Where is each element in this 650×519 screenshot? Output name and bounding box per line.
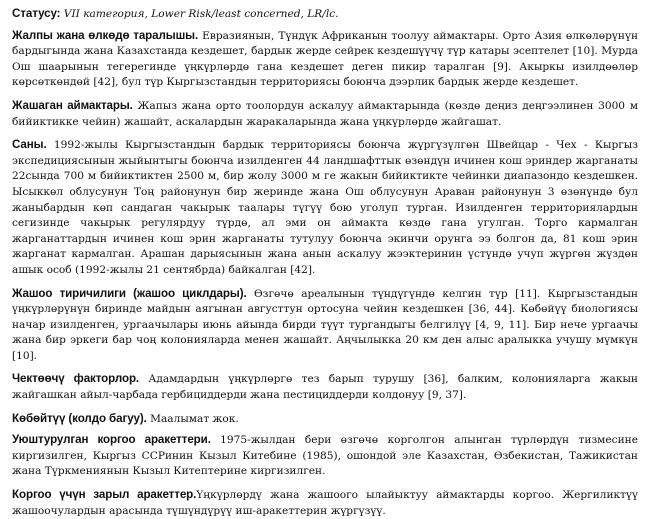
lifecycle-heading: Жашоо тиричилиги (жашоо циклдары). (12, 286, 247, 300)
lifecycle-text: Өзгөчө ареалынын түндүгүндө келгин түр [11]. Кыргызстандын үңкүрлөрүнүн биринде майдын аягынан августтун ортосуна чейин кездешкен [36, 44]. Көбөйүү биологиясы начар изилденген, ургаачылары июнь айында бирди түүт тургандыгы белгилүү [4, 9, 11]. Бир нече ургаачы жана бир эркеги бар чоң колонияларда менен жашайт. Аңчылыкка 20 км ден алыс аралыкка учушу мүмкүн [10]. (12, 287, 638, 362)
limiting-factors-heading: Чектөөчү факторлор. (12, 372, 140, 386)
habitat-heading: Жашаган аймактары. (12, 98, 133, 112)
population-heading: Саны. (12, 138, 47, 152)
habitat-text: Жапыз жана орто тоолордун аскалуу аймактарында (көздө деңиз деңгээлинен 3000 м бийиктикке чейин) жашайт, аскалардын жаракаларында жана үңкүрлөрдө жайгашат. (12, 99, 638, 128)
distribution-heading: Жалпы жана өлкөдө таралышы. (12, 28, 199, 42)
limiting-factors-paragraph (12, 371, 638, 403)
measures-needed-text: Үңкүрлөрдү жана жашоого ылайыктуу аймактарды коргоо. Жергиликтүү жашоочулардын арасында түшүндүрүү иш-аракеттерин жүргүзүү. (12, 489, 638, 517)
breeding-text: Маалымат жок. (146, 412, 239, 425)
limiting-factors-text: Адамдардын үңкүрлөргө тез барып турушу [36], балким, колонияларга жакын жайгашкан айыл-чарбада гербициддерди жана пестициддерди колдонуу [9, 37]. (12, 373, 638, 402)
habitat-paragraph (12, 98, 638, 130)
status-text: VII категория, Lower Risk/least concerned, LR/lc. (60, 8, 339, 20)
breeding-heading: Көбөйтүү (колдо багуу). (12, 411, 147, 425)
measures-taken-heading: Уюштурулган коргоо аракеттери. (12, 433, 211, 447)
status-paragraph (12, 6, 638, 23)
measures-taken-paragraph (12, 432, 638, 480)
distribution-text: Евразиянын, Түндүк Африканын тоолуу аймактары. Орто Азия өлкөлөрүнүн бардыгында жана Казахстанда кездешет, бардык жерде сейрек кездешүүчү түр катары эсептелет [10]. Мурда Ош шаарынын тегерегинде үңкүрлөрдө гана кездешет деген пикир таралган [9]. Акыркы изилдөөлөр көрсөткөндөй [42], бул түр Кыргызстандын территориясы боюнча дээрлик бардык жерде кездешет. (12, 29, 639, 89)
status-heading: Статусу: (12, 7, 61, 20)
distribution-paragraph (12, 28, 638, 91)
breeding-paragraph (12, 411, 638, 428)
population-text: 1992-жылы Кыргызстандын бардык территориясы боюнча жүргүзүлгөн Швейцар - Чех - Кыргыз экспедициясынын жыйынтыгы боюнча изилденген 44 ландшафттык өзөндүн ичинен кош эриндер жарганаты 22сында 700 м бийиктиктен 2500 м, бир жолу 3000 м ге жакын бийиктикте чейинки диапазондо кездешкен. Ысыккөл облусунун Тоң районунун бир жеринде жана Ош облусунун Араван районунун 3 өзөнүндө бул жаныбардын көп сандаган чакырык таалары түгүү бою уголуп турган. Изилденген территориялардын сегизинде чакырык регулярдуу түрдө, ал эми он аймакта көздө гана угулган. Торго кармалган жарганаттардын ичинен кош эрин жарганаты тутулуу боюнча экинчи орунга ээ болгон да, 81 кош эрин жарганат кармалган. Арашан дарыясынын жана анын аскалуу жээктеринин үстүндө учуп жүргөн жүздөн ашык особ (1992-жылы 21 сентябрда) байкалган [42]. (12, 139, 638, 276)
population-paragraph (12, 137, 638, 278)
measures-needed-paragraph (12, 487, 638, 519)
measures-taken-text: 1975-жылдан бери өзгөчө корголгон алынган түрлөрдүн тизмесине киргизилген, Кыргыз ССРинин Кызыл Китебине (1985), ошондой эле Казахстан, Өзбекистан, Тажикистан жана Түркмениянын Кызыл Китептерине киргизилген. (12, 434, 638, 478)
measures-needed-heading: Коргоо үчүн зарыл аракеттер. (12, 488, 197, 502)
lifecycle-paragraph (12, 286, 638, 365)
